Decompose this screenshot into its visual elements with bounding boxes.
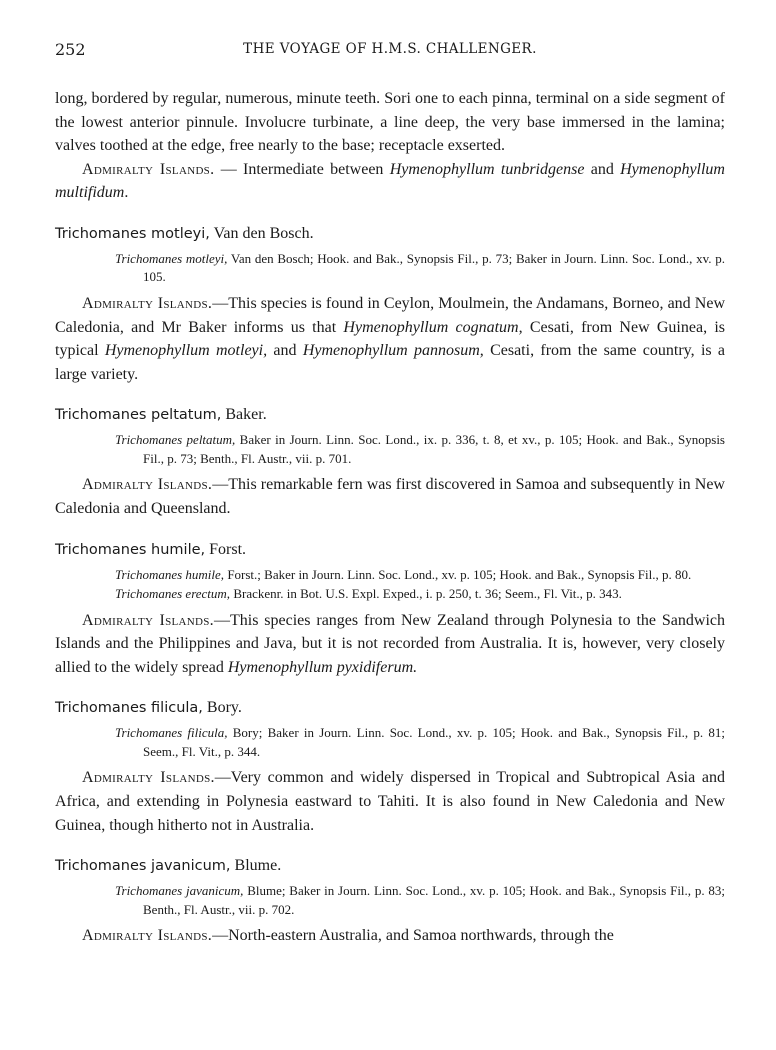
species-heading: Trichomanes humile, Forst. <box>55 540 247 558</box>
citation: Trichomanes javanicum, Blume; Baker in Journ. Linn. Soc. Lond., xv. p. 105; Hook. and Bak., Synopsis Fil., p. 83; Benth., Fl. Austr., vii. p. 702. <box>115 883 726 917</box>
locality-label: Admiralty Islands. <box>82 294 213 312</box>
intro-locality-paragraph: Admiralty Islands. — Intermediate between Hymenophyllum tunbridgense and Hymenophyllum multifidum. <box>55 160 725 202</box>
running-title: THE VOYAGE OF H.M.S. CHALLENGER. <box>243 41 537 57</box>
intro-paragraph: long, bordered by regular, numerous, minute teeth. Sori one to each pinna, terminal on a side segment of the lowest anterior pinnule. Involucre turbinate, a line deep, the very base immersed in the lamina; valves toothed at the edge, free nearly to the base; receptacle exserted. <box>55 90 725 155</box>
citation: Trichomanes filicula, Bory; Baker in Journ. Linn. Soc. Lond., xv. p. 105; Hook. and Bak., Synopsis Fil., p. 81; Seem., Fl. Vit., p. 344. <box>115 725 725 759</box>
citation-block <box>55 250 725 287</box>
locality-label: Admiralty Islands. <box>82 927 213 945</box>
species-heading: Trichomanes motleyi, Van den Bosch. <box>55 224 314 242</box>
citation: Trichomanes peltatum, Baker in Journ. Linn. Soc. Lond., ix. p. 336, t. 8, et xv., p. 105; Hook. and Bak., Synopsis Fil., p. 73; Benth., Fl. Austr., vii. p. 701. <box>115 432 725 466</box>
species-note: Admiralty Islands.—This species ranges from New Zealand through Polynesia to the Sandwich Islands and the Philippines and Java, but it is not recorded from Australia. It is, however, very closely allied to the widely spread Hymenophyllum pyxidiferum. <box>55 611 725 676</box>
citation: Trichomanes motleyi, Van den Bosch; Hook. and Bak., Synopsis Fil., p. 73; Baker in Journ. Linn. Soc. Lond., xv. p. 105. <box>115 250 725 285</box>
species-heading: Trichomanes javanicum, Blume. <box>55 857 282 875</box>
species-heading: Trichomanes filicula, Bory. <box>55 699 242 717</box>
taxon-name: Hymenophyllum multifidum <box>55 160 725 202</box>
locality-label: Admiralty Islands. <box>82 769 215 787</box>
locality-label: Admiralty Islands. <box>82 611 214 629</box>
species-note: Admiralty Islands.—Very common and widely dispersed in Tropical and Subtropical Asia and Africa, and extending in Polynesia eastward to Tahiti. It is also found in New Caledonia and New Guinea, though hitherto not in Australia. <box>55 769 725 834</box>
taxon-name: Hymenophyllum tunbridgense <box>389 160 585 178</box>
running-head <box>55 40 725 62</box>
citation-block <box>55 724 725 761</box>
citation-block <box>55 882 725 919</box>
species-note: Admiralty Islands.—This remarkable fern was first discovered in Samoa and subsequently in New Caledonia and Queensland. <box>55 476 725 517</box>
citation-block <box>55 431 725 468</box>
species-note: Admiralty Islands.—North-eastern Australia, and Samoa northwards, through the <box>82 927 614 945</box>
locality-label: Admiralty Islands. <box>82 160 215 178</box>
species-heading: Trichomanes peltatum, Baker. <box>55 406 267 424</box>
citation: Trichomanes humile, Forst.; Baker in Journ. Linn. Soc. Lond., xv. p. 105; Hook. and Bak., Synopsis Fil., p. 80. <box>115 566 692 582</box>
citation: Trichomanes erectum, Brackenr. in Bot. U.S. Expl. Exped., i. p. 250, t. 36; Seem., Fl. Vit., p. 343. <box>115 586 622 602</box>
species-note: Admiralty Islands.—This species is found in Ceylon, Moulmein, the Andamans, Borneo, and New Caledonia, and Mr Baker informs us that Hymenophyllum cognatum, Cesati, from New Guinea, is typical Hymenophyllum motleyi, and Hymenophyllum pannosum, Cesati, from the same country, is a large variety. <box>55 294 726 383</box>
page-number: 252 <box>55 40 86 59</box>
page-body <box>55 87 725 948</box>
citation-block <box>55 566 725 604</box>
locality-label: Admiralty Islands. <box>82 476 213 494</box>
